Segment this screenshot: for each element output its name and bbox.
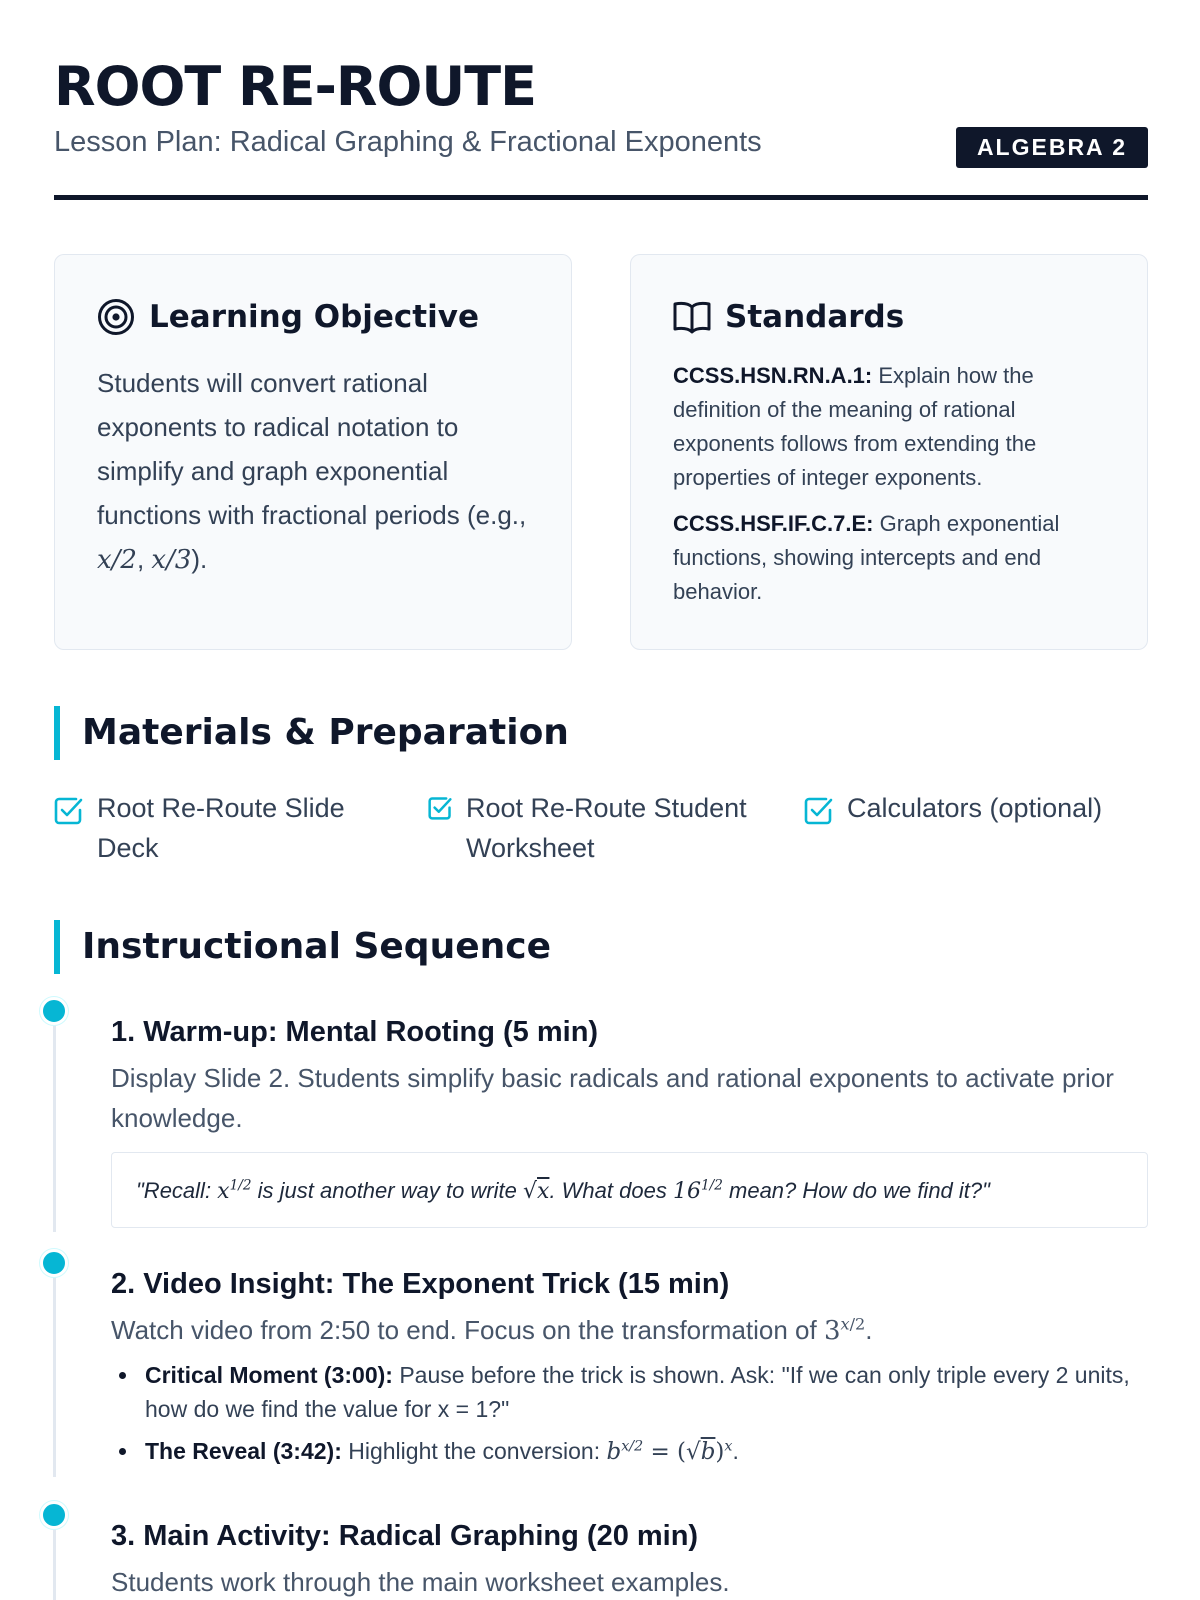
objective-text <box>97 361 529 582</box>
example-x-over-3: x/3 <box>151 545 192 575</box>
materials-heading: Materials & Preparation <box>54 706 1148 760</box>
checkbox-icon <box>54 796 83 825</box>
standard-item <box>673 359 1105 495</box>
header <box>54 0 1148 200</box>
step-description: Students work through the main worksheet examples. <box>111 1567 730 1597</box>
bullet-text: Pause before the trick is shown. Ask: "If we can only triple every 2 units, how do we find the value for x = 1?" <box>145 1362 1130 1422</box>
expr-x-half: $x^{1/2}$ <box>217 1177 252 1204</box>
standards-title: Standards <box>725 299 905 335</box>
step-description-text: Watch video from 2:50 to end. Focus on the transformation of <box>111 1315 824 1345</box>
material-item <box>54 788 384 868</box>
step-description: Display Slide 2. Students simplify basic radicals and rational exponents to activate prior knowledge. <box>111 1063 1114 1133</box>
timeline-line <box>53 1020 56 1232</box>
standard-text: Graph exponential functions, showing intercepts and end behavior. <box>673 511 1060 604</box>
timeline-dot <box>40 1249 68 1277</box>
material-label: Root Re-Route Student Worksheet <box>466 793 747 863</box>
lesson-plan-page <box>54 0 1148 1597</box>
objective-card-header <box>97 297 529 337</box>
book-icon <box>673 300 711 334</box>
timeline-line <box>53 1524 56 1600</box>
prompt-text: . What does <box>549 1178 673 1203</box>
objective-example-suffix: ). <box>191 544 208 574</box>
standard-item <box>673 507 1105 609</box>
standard-code: CCSS.HSN.RN.A.1: <box>673 363 873 388</box>
expr-sqrt-x: √x <box>522 1179 550 1204</box>
sequence-step <box>54 1252 1148 1477</box>
timeline-dot <box>40 997 68 1025</box>
step-title: 3. Main Activity: Radical Graphing (20 min) <box>111 1520 699 1552</box>
overview-cards <box>54 254 1148 650</box>
material-item <box>804 788 1148 828</box>
objective-example-sep: , <box>136 544 152 574</box>
objective-main-text: Students will convert rational exponents to radical notation to simplify and graph exponential functions with fractional periods <box>97 368 460 530</box>
subject-badge: ALGEBRA 2 <box>956 127 1148 168</box>
step-title: 2. Video Insight: The Exponent Trick (15 min) <box>111 1268 730 1300</box>
bullet-item <box>111 1434 1148 1469</box>
expr-16-half: $16^{1/2}$ <box>672 1177 723 1204</box>
sequence-section <box>54 920 1148 980</box>
materials-section <box>54 706 1148 876</box>
standards-card <box>630 254 1148 650</box>
material-item <box>428 788 788 868</box>
discussion-prompt <box>111 1152 1148 1228</box>
objective-card <box>54 254 572 650</box>
material-label: Root Re-Route Slide Deck <box>97 793 345 863</box>
checkbox-icon <box>428 796 452 820</box>
expr-conversion: $b^{x/2} = (√b)^x$ <box>606 1438 733 1465</box>
step-description-end: . <box>865 1315 873 1345</box>
timeline-dot <box>40 1501 68 1529</box>
bullet-item <box>111 1358 1148 1426</box>
step-title: 1. Warm-up: Mental Rooting (5 min) <box>111 1016 599 1048</box>
standard-text: Explain how the definition of the meaning of rational exponents follows from extending the properties of integer exponents. <box>673 363 1037 490</box>
bullet-label: Critical Moment (3:00): <box>145 1362 393 1388</box>
target-icon <box>97 298 135 336</box>
standard-code: CCSS.HSF.IF.C.7.E: <box>673 511 874 536</box>
sequence-step <box>54 1000 1148 1232</box>
prompt-text: "Recall: <box>136 1178 218 1203</box>
checkbox-icon <box>804 796 833 825</box>
standards-card-header <box>673 297 1105 337</box>
sequence-step <box>54 1504 1148 1600</box>
bullet-text: Highlight the conversion: <box>341 1438 607 1464</box>
page-subtitle: Lesson Plan: Radical Graphing & Fractional Exponents <box>54 126 762 158</box>
example-x-over-2: x/2 <box>97 545 137 575</box>
objective-title: Learning Objective <box>149 299 479 335</box>
expr-3-x-half: $3^{x/2}$ <box>823 1314 866 1346</box>
material-label: Calculators (optional) <box>847 793 1103 823</box>
bullet-end: . <box>732 1438 739 1464</box>
objective-example-prefix: (e.g., <box>466 500 527 530</box>
bullet-label: The Reveal (3:42): <box>145 1438 342 1464</box>
step-description <box>111 1310 1148 1351</box>
sequence-heading: Instructional Sequence <box>54 920 1148 974</box>
page-title: ROOT RE-ROUTE <box>54 55 536 118</box>
timeline-line <box>53 1272 56 1477</box>
prompt-text: mean? How do we find it?" <box>722 1178 990 1203</box>
prompt-text: is just another way to write <box>251 1178 523 1203</box>
step-bullets <box>111 1358 1148 1477</box>
